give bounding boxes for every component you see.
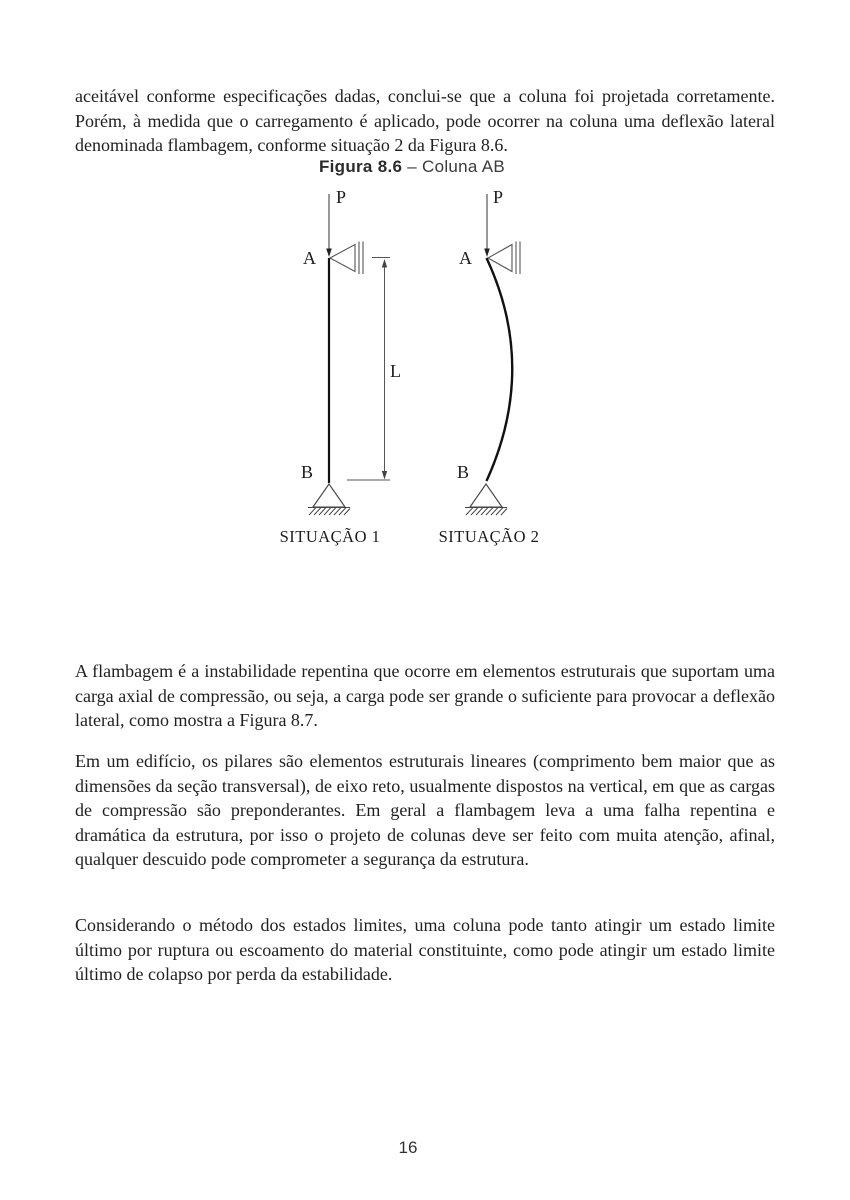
figure-caption bbox=[0, 157, 824, 177]
ground-hatching bbox=[309, 508, 350, 516]
paragraph-pilares: Em um edifício, os pilares são elementos estruturais lineares (comprimento bem maior que as dimensões da seção transversal), de eixo reto, usualmente dispostos na vertical, em que as cargas de compressão são preponderantes. Em geral a flambagem leva a uma falha repentina e dramática da estrutura, por isso o projeto de colunas deve ser feito com muita atenção, afinal, qualquer descuido pode comprometer a segurança da estrutura. bbox=[75, 751, 775, 870]
column-line-buckled bbox=[487, 258, 513, 481]
ground-hatching bbox=[466, 508, 507, 516]
load-arrow-icon bbox=[326, 194, 332, 257]
dimension-line bbox=[347, 258, 390, 481]
node-b-label: B bbox=[301, 462, 314, 482]
roller-support-icon bbox=[488, 242, 520, 275]
pinned-support-icon bbox=[465, 484, 507, 515]
figure-caption-dash: – bbox=[407, 157, 418, 176]
node-a-label: A bbox=[303, 248, 316, 268]
diagram-situation-2 bbox=[439, 187, 540, 546]
load-label: P bbox=[336, 187, 347, 207]
situation-2-label: SITUAÇÃO 2 bbox=[438, 527, 540, 546]
paragraph-estados-limites: Considerando o método dos estados limites, uma coluna pode tanto atingir um estado limite último por ruptura ou escoamento do material constituinte, como pode atingir um estado limite último de colapso por perda da estabilidade. bbox=[75, 915, 775, 985]
figure-caption-label: Figura 8.6 bbox=[318, 157, 403, 176]
load-arrow-icon bbox=[484, 194, 490, 257]
situation-1-label: SITUAÇÃO 1 bbox=[279, 527, 381, 546]
paragraph-intro: aceitável conforme especificações dadas, conclui-se que a coluna foi projetada corretamente. Porém, à medida que o carregamento é aplicado, pode ocorrer na coluna uma deflexão lateral denominada flambagem, conforme situação 2 da Figura 8.6. bbox=[75, 86, 775, 156]
length-label: L bbox=[390, 361, 401, 381]
figure-8-6-diagram bbox=[260, 185, 560, 550]
node-a-label: A bbox=[459, 248, 472, 268]
roller-support-icon bbox=[330, 242, 363, 275]
paragraph-flambagem-definition: A flambagem é a instabilidade repentina que ocorre em elementos estruturais que suportam uma carga axial de compressão, ou seja, a carga pode ser grande o suficiente para provocar a deflexão lateral, como mostra a Figura 8.7. bbox=[75, 661, 775, 731]
load-label: P bbox=[493, 187, 504, 207]
diagram-situation-1 bbox=[280, 187, 401, 546]
figure-caption-title: Coluna AB bbox=[422, 157, 506, 176]
pinned-support-icon bbox=[308, 484, 350, 515]
node-b-label: B bbox=[457, 462, 470, 482]
page-number: 16 bbox=[398, 1138, 418, 1157]
